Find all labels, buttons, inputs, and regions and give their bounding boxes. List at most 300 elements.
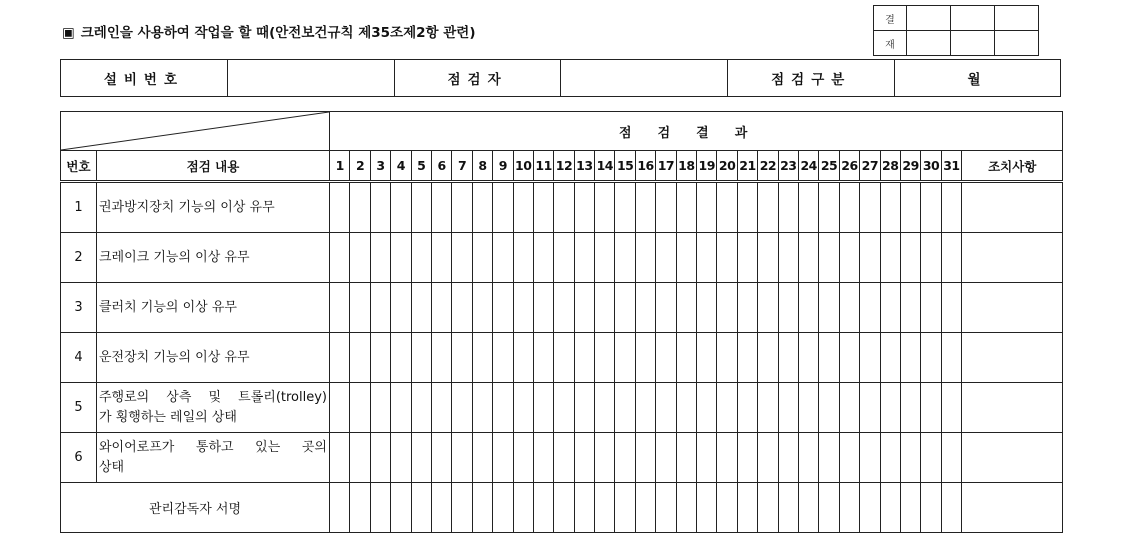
day-header: 17 <box>656 151 676 182</box>
approval-label-bottom: 재 <box>874 31 907 56</box>
check-cell[interactable] <box>798 333 818 383</box>
check-cell[interactable] <box>941 433 961 483</box>
day-header: 12 <box>554 151 574 182</box>
signature-cell[interactable] <box>635 483 655 533</box>
check-cell[interactable] <box>513 333 533 383</box>
check-cell[interactable] <box>350 333 370 383</box>
day-header: 9 <box>493 151 513 182</box>
approval-cell[interactable] <box>995 6 1039 31</box>
check-cell[interactable] <box>880 283 900 333</box>
check-cell[interactable] <box>615 333 635 383</box>
check-cell[interactable] <box>493 333 513 383</box>
check-cell[interactable] <box>533 383 553 433</box>
check-cell[interactable] <box>656 283 676 333</box>
check-cell[interactable] <box>411 383 431 433</box>
check-cell[interactable] <box>860 283 880 333</box>
check-cell[interactable] <box>574 283 594 333</box>
check-cell[interactable] <box>900 233 920 283</box>
check-cell[interactable] <box>574 433 594 483</box>
check-cell[interactable] <box>533 433 553 483</box>
signature-cell[interactable] <box>697 483 717 533</box>
check-cell[interactable] <box>452 283 472 333</box>
inspection-type-label: 점검구분 <box>728 60 895 97</box>
check-cell[interactable] <box>737 433 757 483</box>
check-cell[interactable] <box>533 283 553 333</box>
check-cell[interactable] <box>880 433 900 483</box>
check-cell[interactable] <box>819 383 839 433</box>
check-cell[interactable] <box>635 433 655 483</box>
signature-cell[interactable] <box>900 483 920 533</box>
check-cell[interactable] <box>635 182 655 233</box>
signature-cell[interactable] <box>533 483 553 533</box>
diagonal-header-cell <box>61 112 330 151</box>
check-cell[interactable] <box>880 182 900 233</box>
check-cell[interactable] <box>574 233 594 283</box>
inspection-row <box>61 383 1063 433</box>
check-cell[interactable] <box>676 383 696 433</box>
check-cell[interactable] <box>554 383 574 433</box>
item-description <box>97 233 330 283</box>
check-cell[interactable] <box>676 233 696 283</box>
check-cell[interactable] <box>758 283 778 333</box>
day-header: 28 <box>880 151 900 182</box>
item-number: 4 <box>61 333 97 383</box>
signature-cell[interactable] <box>411 483 431 533</box>
approval-label-top: 결 <box>874 6 907 31</box>
signature-cell[interactable] <box>737 483 757 533</box>
check-cell[interactable] <box>330 182 350 233</box>
day-header: 6 <box>431 151 451 182</box>
check-cell[interactable] <box>595 383 615 433</box>
signature-cell[interactable] <box>452 483 472 533</box>
day-header: 4 <box>391 151 411 182</box>
signature-cell[interactable] <box>493 483 513 533</box>
check-cell[interactable] <box>798 383 818 433</box>
check-cell[interactable] <box>697 283 717 333</box>
check-cell[interactable] <box>513 433 533 483</box>
check-cell[interactable] <box>574 383 594 433</box>
day-header: 10 <box>513 151 533 182</box>
inspection-row <box>61 433 1063 483</box>
check-cell[interactable] <box>839 433 859 483</box>
check-cell[interactable] <box>554 233 574 283</box>
check-cell[interactable] <box>391 283 411 333</box>
check-cell[interactable] <box>431 383 451 433</box>
check-cell[interactable] <box>697 383 717 433</box>
check-cell[interactable] <box>921 383 941 433</box>
approval-cell[interactable] <box>995 31 1039 56</box>
day-header: 13 <box>574 151 594 182</box>
day-header: 18 <box>676 151 696 182</box>
check-cell[interactable] <box>452 433 472 483</box>
day-header: 23 <box>778 151 798 182</box>
check-cell[interactable] <box>656 333 676 383</box>
check-cell[interactable] <box>880 233 900 283</box>
check-cell[interactable] <box>554 283 574 333</box>
check-cell[interactable] <box>778 233 798 283</box>
check-cell[interactable] <box>635 383 655 433</box>
item-number: 5 <box>61 383 97 433</box>
check-cell[interactable] <box>921 333 941 383</box>
day-header: 20 <box>717 151 737 182</box>
item-description <box>97 383 330 433</box>
check-cell[interactable] <box>615 283 635 333</box>
check-cell[interactable] <box>839 383 859 433</box>
check-cell[interactable] <box>370 433 390 483</box>
check-cell[interactable] <box>860 333 880 383</box>
check-cell[interactable] <box>798 233 818 283</box>
check-cell[interactable] <box>860 433 880 483</box>
inspector-field[interactable] <box>561 60 728 97</box>
inspector-label: 점검자 <box>394 60 561 97</box>
approval-cell[interactable] <box>907 6 951 31</box>
signature-cell[interactable] <box>656 483 676 533</box>
action-cell[interactable] <box>962 333 1063 383</box>
check-cell[interactable] <box>941 233 961 283</box>
check-cell[interactable] <box>798 182 818 233</box>
check-cell[interactable] <box>615 433 635 483</box>
check-cell[interactable] <box>350 283 370 333</box>
check-cell[interactable] <box>493 433 513 483</box>
action-cell[interactable] <box>962 383 1063 433</box>
check-cell[interactable] <box>391 233 411 283</box>
check-cell[interactable] <box>411 233 431 283</box>
check-cell[interactable] <box>411 333 431 383</box>
check-cell[interactable] <box>472 233 492 283</box>
day-header: 31 <box>941 151 961 182</box>
check-cell[interactable] <box>635 233 655 283</box>
check-cell[interactable] <box>819 433 839 483</box>
check-cell[interactable] <box>431 233 451 283</box>
check-cell[interactable] <box>472 383 492 433</box>
item-text: 권과방지장치 기능의 이상 유무 <box>99 199 275 215</box>
check-cell[interactable] <box>391 383 411 433</box>
check-cell[interactable] <box>533 233 553 283</box>
check-cell[interactable] <box>472 283 492 333</box>
check-cell[interactable] <box>595 283 615 333</box>
day-header: 19 <box>697 151 717 182</box>
check-cell[interactable] <box>737 333 757 383</box>
item-text: 운전장치 기능의 이상 유무 <box>99 349 250 365</box>
item-number: 1 <box>61 182 97 233</box>
check-cell[interactable] <box>839 283 859 333</box>
signature-cell[interactable] <box>431 483 451 533</box>
check-cell[interactable] <box>839 182 859 233</box>
check-cell[interactable] <box>656 233 676 283</box>
check-cell[interactable] <box>676 333 696 383</box>
month-label: 월 <box>967 72 988 88</box>
check-cell[interactable] <box>900 182 920 233</box>
check-cell[interactable] <box>737 383 757 433</box>
no-header: 번호 <box>61 151 97 182</box>
approval-cell[interactable] <box>951 6 995 31</box>
diagonal-line <box>61 112 329 150</box>
check-cell[interactable] <box>900 383 920 433</box>
content-header: 점검 내용 <box>97 151 330 182</box>
check-cell[interactable] <box>472 433 492 483</box>
check-cell[interactable] <box>330 233 350 283</box>
month-field[interactable] <box>895 60 1061 97</box>
signature-cell[interactable] <box>880 483 900 533</box>
check-cell[interactable] <box>758 383 778 433</box>
check-cell[interactable] <box>860 383 880 433</box>
check-cell[interactable] <box>697 182 717 233</box>
item-number: 6 <box>61 433 97 483</box>
signature-cell[interactable] <box>370 483 390 533</box>
check-cell[interactable] <box>941 283 961 333</box>
day-header: 2 <box>350 151 370 182</box>
check-cell[interactable] <box>391 433 411 483</box>
item-description <box>97 333 330 383</box>
signature-cell[interactable] <box>615 483 635 533</box>
action-header: 조치사항 <box>962 151 1063 182</box>
check-cell[interactable] <box>737 233 757 283</box>
signature-cell[interactable] <box>574 483 594 533</box>
signature-cell[interactable] <box>798 483 818 533</box>
check-cell[interactable] <box>635 283 655 333</box>
item-number: 2 <box>61 233 97 283</box>
check-cell[interactable] <box>493 233 513 283</box>
item-text: 클러치 기능의 이상 유무 <box>99 299 237 315</box>
check-cell[interactable] <box>350 182 370 233</box>
check-cell[interactable] <box>635 333 655 383</box>
item-description <box>97 433 330 483</box>
check-cell[interactable] <box>921 233 941 283</box>
check-cell[interactable] <box>330 283 350 333</box>
day-header: 27 <box>860 151 880 182</box>
check-cell[interactable] <box>860 182 880 233</box>
check-cell[interactable] <box>778 333 798 383</box>
form-title-text: 크레인을 사용하여 작업을 할 때(안전보건규칙 제35조제2항 관련) <box>80 25 476 41</box>
inspection-row <box>61 233 1063 283</box>
check-cell[interactable] <box>513 283 533 333</box>
check-cell[interactable] <box>615 182 635 233</box>
check-cell[interactable] <box>533 333 553 383</box>
signature-cell[interactable] <box>778 483 798 533</box>
check-cell[interactable] <box>350 433 370 483</box>
check-cell[interactable] <box>574 182 594 233</box>
check-cell[interactable] <box>472 333 492 383</box>
day-header: 5 <box>411 151 431 182</box>
item-number: 3 <box>61 283 97 333</box>
check-cell[interactable] <box>615 383 635 433</box>
check-cell[interactable] <box>921 182 941 233</box>
check-cell[interactable] <box>778 283 798 333</box>
signature-cell[interactable] <box>391 483 411 533</box>
check-cell[interactable] <box>941 333 961 383</box>
check-cell[interactable] <box>370 333 390 383</box>
check-cell[interactable] <box>839 233 859 283</box>
check-cell[interactable] <box>595 433 615 483</box>
check-cell[interactable] <box>472 182 492 233</box>
check-cell[interactable] <box>370 182 390 233</box>
action-cell[interactable] <box>962 433 1063 483</box>
check-cell[interactable] <box>350 233 370 283</box>
check-cell[interactable] <box>717 182 737 233</box>
signature-cell[interactable] <box>921 483 941 533</box>
check-cell[interactable] <box>370 283 390 333</box>
check-cell[interactable] <box>452 182 472 233</box>
check-cell[interactable] <box>595 333 615 383</box>
item-text-line1: 주행로의 상측 및 트롤리(trolley) <box>99 389 327 405</box>
day-header: 11 <box>533 151 553 182</box>
check-cell[interactable] <box>697 333 717 383</box>
check-cell[interactable] <box>697 233 717 283</box>
check-cell[interactable] <box>676 182 696 233</box>
check-cell[interactable] <box>513 383 533 433</box>
signature-label: 관리감독자 서명 <box>61 483 330 533</box>
check-cell[interactable] <box>758 333 778 383</box>
check-cell[interactable] <box>860 233 880 283</box>
action-cell[interactable] <box>962 233 1063 283</box>
day-header: 22 <box>758 151 778 182</box>
check-cell[interactable] <box>554 433 574 483</box>
check-cell[interactable] <box>900 283 920 333</box>
item-text-line2: 가 횡행하는 레일의 상태 <box>99 409 237 425</box>
check-cell[interactable] <box>411 433 431 483</box>
check-cell[interactable] <box>778 182 798 233</box>
item-text: 크레이크 기능의 이상 유무 <box>99 249 250 265</box>
check-cell[interactable] <box>758 182 778 233</box>
action-cell[interactable] <box>962 182 1063 233</box>
check-cell[interactable] <box>615 233 635 283</box>
check-cell[interactable] <box>493 383 513 433</box>
check-cell[interactable] <box>533 182 553 233</box>
inspection-grid <box>60 111 1063 533</box>
signature-cell[interactable] <box>330 483 350 533</box>
check-cell[interactable] <box>330 433 350 483</box>
check-cell[interactable] <box>574 333 594 383</box>
results-header: 점검결과 <box>330 112 1063 151</box>
signature-cell[interactable] <box>676 483 696 533</box>
check-cell[interactable] <box>717 233 737 283</box>
check-cell[interactable] <box>880 383 900 433</box>
signature-cell[interactable] <box>860 483 880 533</box>
check-cell[interactable] <box>452 383 472 433</box>
check-cell[interactable] <box>880 333 900 383</box>
square-marker-icon: ▣ <box>62 25 75 41</box>
check-cell[interactable] <box>452 333 472 383</box>
check-cell[interactable] <box>554 333 574 383</box>
check-cell[interactable] <box>554 182 574 233</box>
check-cell[interactable] <box>819 333 839 383</box>
approval-box <box>873 5 1039 56</box>
check-cell[interactable] <box>900 333 920 383</box>
check-cell[interactable] <box>717 283 737 333</box>
check-cell[interactable] <box>819 283 839 333</box>
day-header: 7 <box>452 151 472 182</box>
check-cell[interactable] <box>330 333 350 383</box>
check-cell[interactable] <box>778 383 798 433</box>
signature-action-cell[interactable] <box>962 483 1063 533</box>
check-cell[interactable] <box>391 333 411 383</box>
check-cell[interactable] <box>900 433 920 483</box>
signature-cell[interactable] <box>758 483 778 533</box>
check-cell[interactable] <box>493 182 513 233</box>
check-cell[interactable] <box>513 233 533 283</box>
item-description <box>97 283 330 333</box>
day-header: 21 <box>737 151 757 182</box>
signature-cell[interactable] <box>717 483 737 533</box>
check-cell[interactable] <box>758 433 778 483</box>
check-cell[interactable] <box>595 182 615 233</box>
check-cell[interactable] <box>452 233 472 283</box>
check-cell[interactable] <box>737 283 757 333</box>
check-cell[interactable] <box>819 233 839 283</box>
signature-cell[interactable] <box>513 483 533 533</box>
approval-cell[interactable] <box>907 31 951 56</box>
signature-cell[interactable] <box>350 483 370 533</box>
day-header: 26 <box>839 151 859 182</box>
check-cell[interactable] <box>921 433 941 483</box>
day-header: 8 <box>472 151 492 182</box>
check-cell[interactable] <box>330 383 350 433</box>
action-cell[interactable] <box>962 283 1063 333</box>
check-cell[interactable] <box>798 283 818 333</box>
check-cell[interactable] <box>656 433 676 483</box>
check-cell[interactable] <box>431 283 451 333</box>
check-cell[interactable] <box>370 383 390 433</box>
day-header: 16 <box>635 151 655 182</box>
signature-cell[interactable] <box>839 483 859 533</box>
check-cell[interactable] <box>819 182 839 233</box>
check-cell[interactable] <box>941 383 961 433</box>
check-cell[interactable] <box>431 182 451 233</box>
signature-cell[interactable] <box>554 483 574 533</box>
inspection-row <box>61 182 1063 233</box>
check-cell[interactable] <box>798 433 818 483</box>
signature-cell[interactable] <box>595 483 615 533</box>
check-cell[interactable] <box>778 433 798 483</box>
check-cell[interactable] <box>676 433 696 483</box>
signature-cell[interactable] <box>941 483 961 533</box>
item-text-line2: 상태 <box>99 459 125 475</box>
check-cell[interactable] <box>941 182 961 233</box>
check-cell[interactable] <box>431 333 451 383</box>
signature-cell[interactable] <box>819 483 839 533</box>
check-cell[interactable] <box>350 383 370 433</box>
check-cell[interactable] <box>839 333 859 383</box>
signature-row <box>61 483 1063 533</box>
approval-cell[interactable] <box>951 31 995 56</box>
check-cell[interactable] <box>758 233 778 283</box>
check-cell[interactable] <box>717 433 737 483</box>
inspection-row <box>61 283 1063 333</box>
day-header: 25 <box>819 151 839 182</box>
check-cell[interactable] <box>431 433 451 483</box>
check-cell[interactable] <box>656 383 676 433</box>
check-cell[interactable] <box>513 182 533 233</box>
check-cell[interactable] <box>697 433 717 483</box>
signature-cell[interactable] <box>472 483 492 533</box>
check-cell[interactable] <box>493 283 513 333</box>
check-cell[interactable] <box>676 283 696 333</box>
check-cell[interactable] <box>391 182 411 233</box>
check-cell[interactable] <box>370 233 390 283</box>
check-cell[interactable] <box>737 182 757 233</box>
check-cell[interactable] <box>411 283 431 333</box>
check-cell[interactable] <box>411 182 431 233</box>
inspection-row <box>61 333 1063 383</box>
check-cell[interactable] <box>717 333 737 383</box>
check-cell[interactable] <box>717 383 737 433</box>
check-cell[interactable] <box>656 182 676 233</box>
day-header: 15 <box>615 151 635 182</box>
day-header: 24 <box>798 151 818 182</box>
check-cell[interactable] <box>921 283 941 333</box>
check-cell[interactable] <box>595 233 615 283</box>
equipment-no-field[interactable] <box>227 60 394 97</box>
